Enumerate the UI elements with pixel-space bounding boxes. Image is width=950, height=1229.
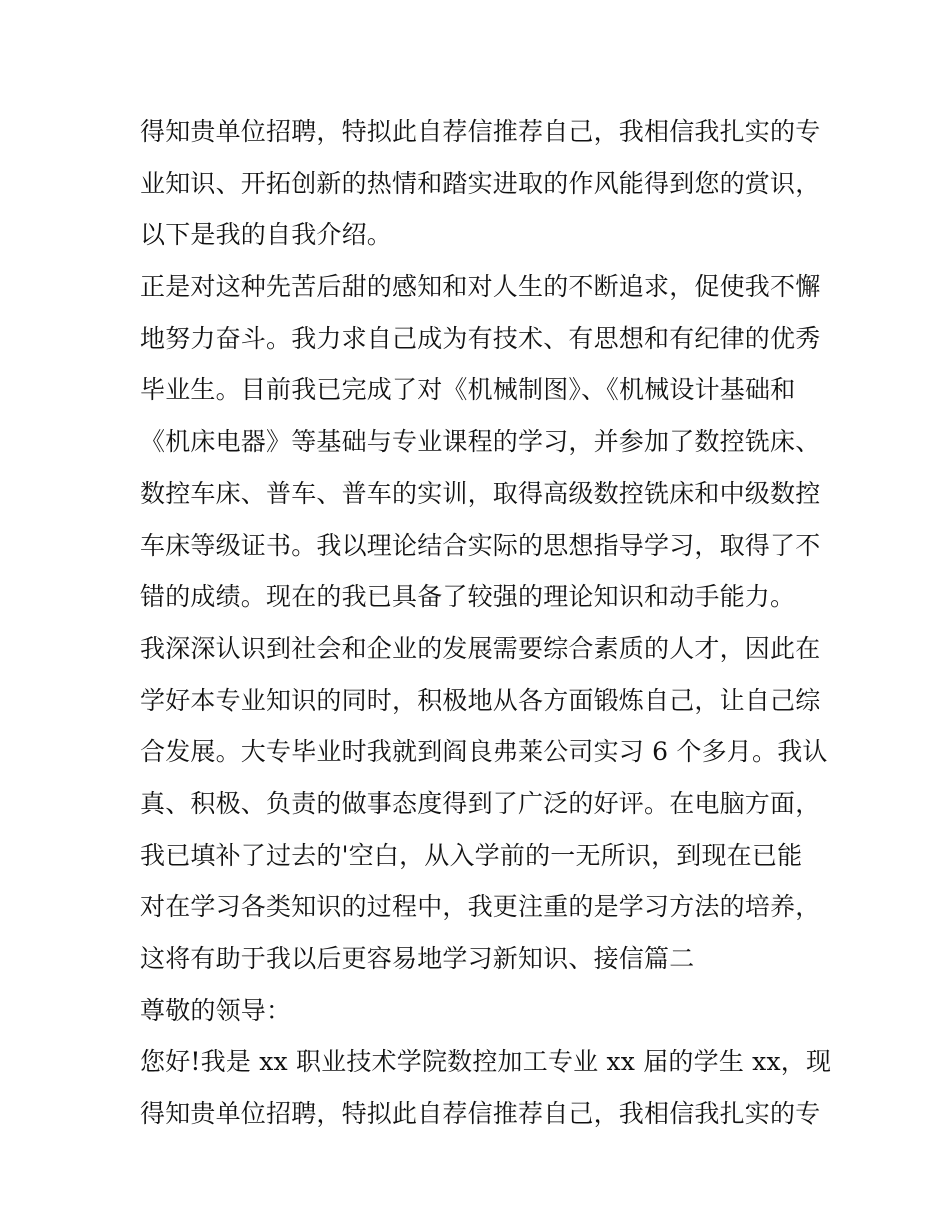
text-line: 《机床电器》等基础与专业课程的学习，并参加了数控铣床、 — [140, 427, 821, 457]
text-line: 业知识、开拓创新的热情和踏实进取的作风能得到您的赏识， — [140, 168, 821, 198]
text-line: 合发展。大专毕业时我就到阎良弗莱公司实习 6 个多月。我认 — [140, 737, 828, 767]
text-line: 车床等级证书。我以理论结合实际的思想指导学习，取得了不 — [140, 530, 821, 560]
text-line: 数控车床、普车、普车的实训，取得高级数控铣床和中级数控 — [140, 478, 821, 508]
text-line: 毕业生。目前我已完成了对《机械制图》、《机械设计基础和 — [140, 375, 796, 405]
text-line: 对在学习各类知识的过程中，我更注重的是学习方法的培养， — [140, 892, 821, 922]
text-line: 得知贵单位招聘，特拟此自荐信推荐自己，我相信我扎实的专 — [140, 117, 821, 146]
text-line: 我已填补了过去的'空白，从入学前的一无所识，到现在已能 — [140, 840, 803, 870]
text-line: 地努力奋斗。我力求自己成为有技术、有思想和有纪律的优秀 — [140, 323, 821, 353]
text-line: 真、积极、负责的做事态度得到了广泛的好评。在电脑方面， — [140, 788, 821, 818]
text-line: 正是对这种先苦后甜的感知和对人生的不断追求，促使我不懈 — [140, 272, 821, 302]
text-line: 学好本专业知识的同时，积极地从各方面锻炼自己，让自己综 — [140, 685, 821, 715]
text-line: 我深深认识到社会和企业的发展需要综合素质的人才，因此在 — [140, 633, 821, 663]
text-line: 得知贵单位招聘，特拟此自荐信推荐自己，我相信我扎实的专 — [140, 1099, 821, 1129]
text-line: 这将有助于我以后更容易地学习新知识、接信篇二 — [140, 944, 695, 973]
text-line: 以下是我的自我介绍。 — [140, 220, 393, 250]
text-line: 错的成绩。现在的我已具备了较强的理论知识和动手能力。 — [140, 582, 796, 612]
text-line: 您好!我是 xx 职业技术学院数控加工专业 xx 届的学生 xx，现 — [140, 1047, 832, 1077]
document-body — [140, 106, 830, 1140]
salutation: 尊敬的领导： — [140, 995, 292, 1025]
